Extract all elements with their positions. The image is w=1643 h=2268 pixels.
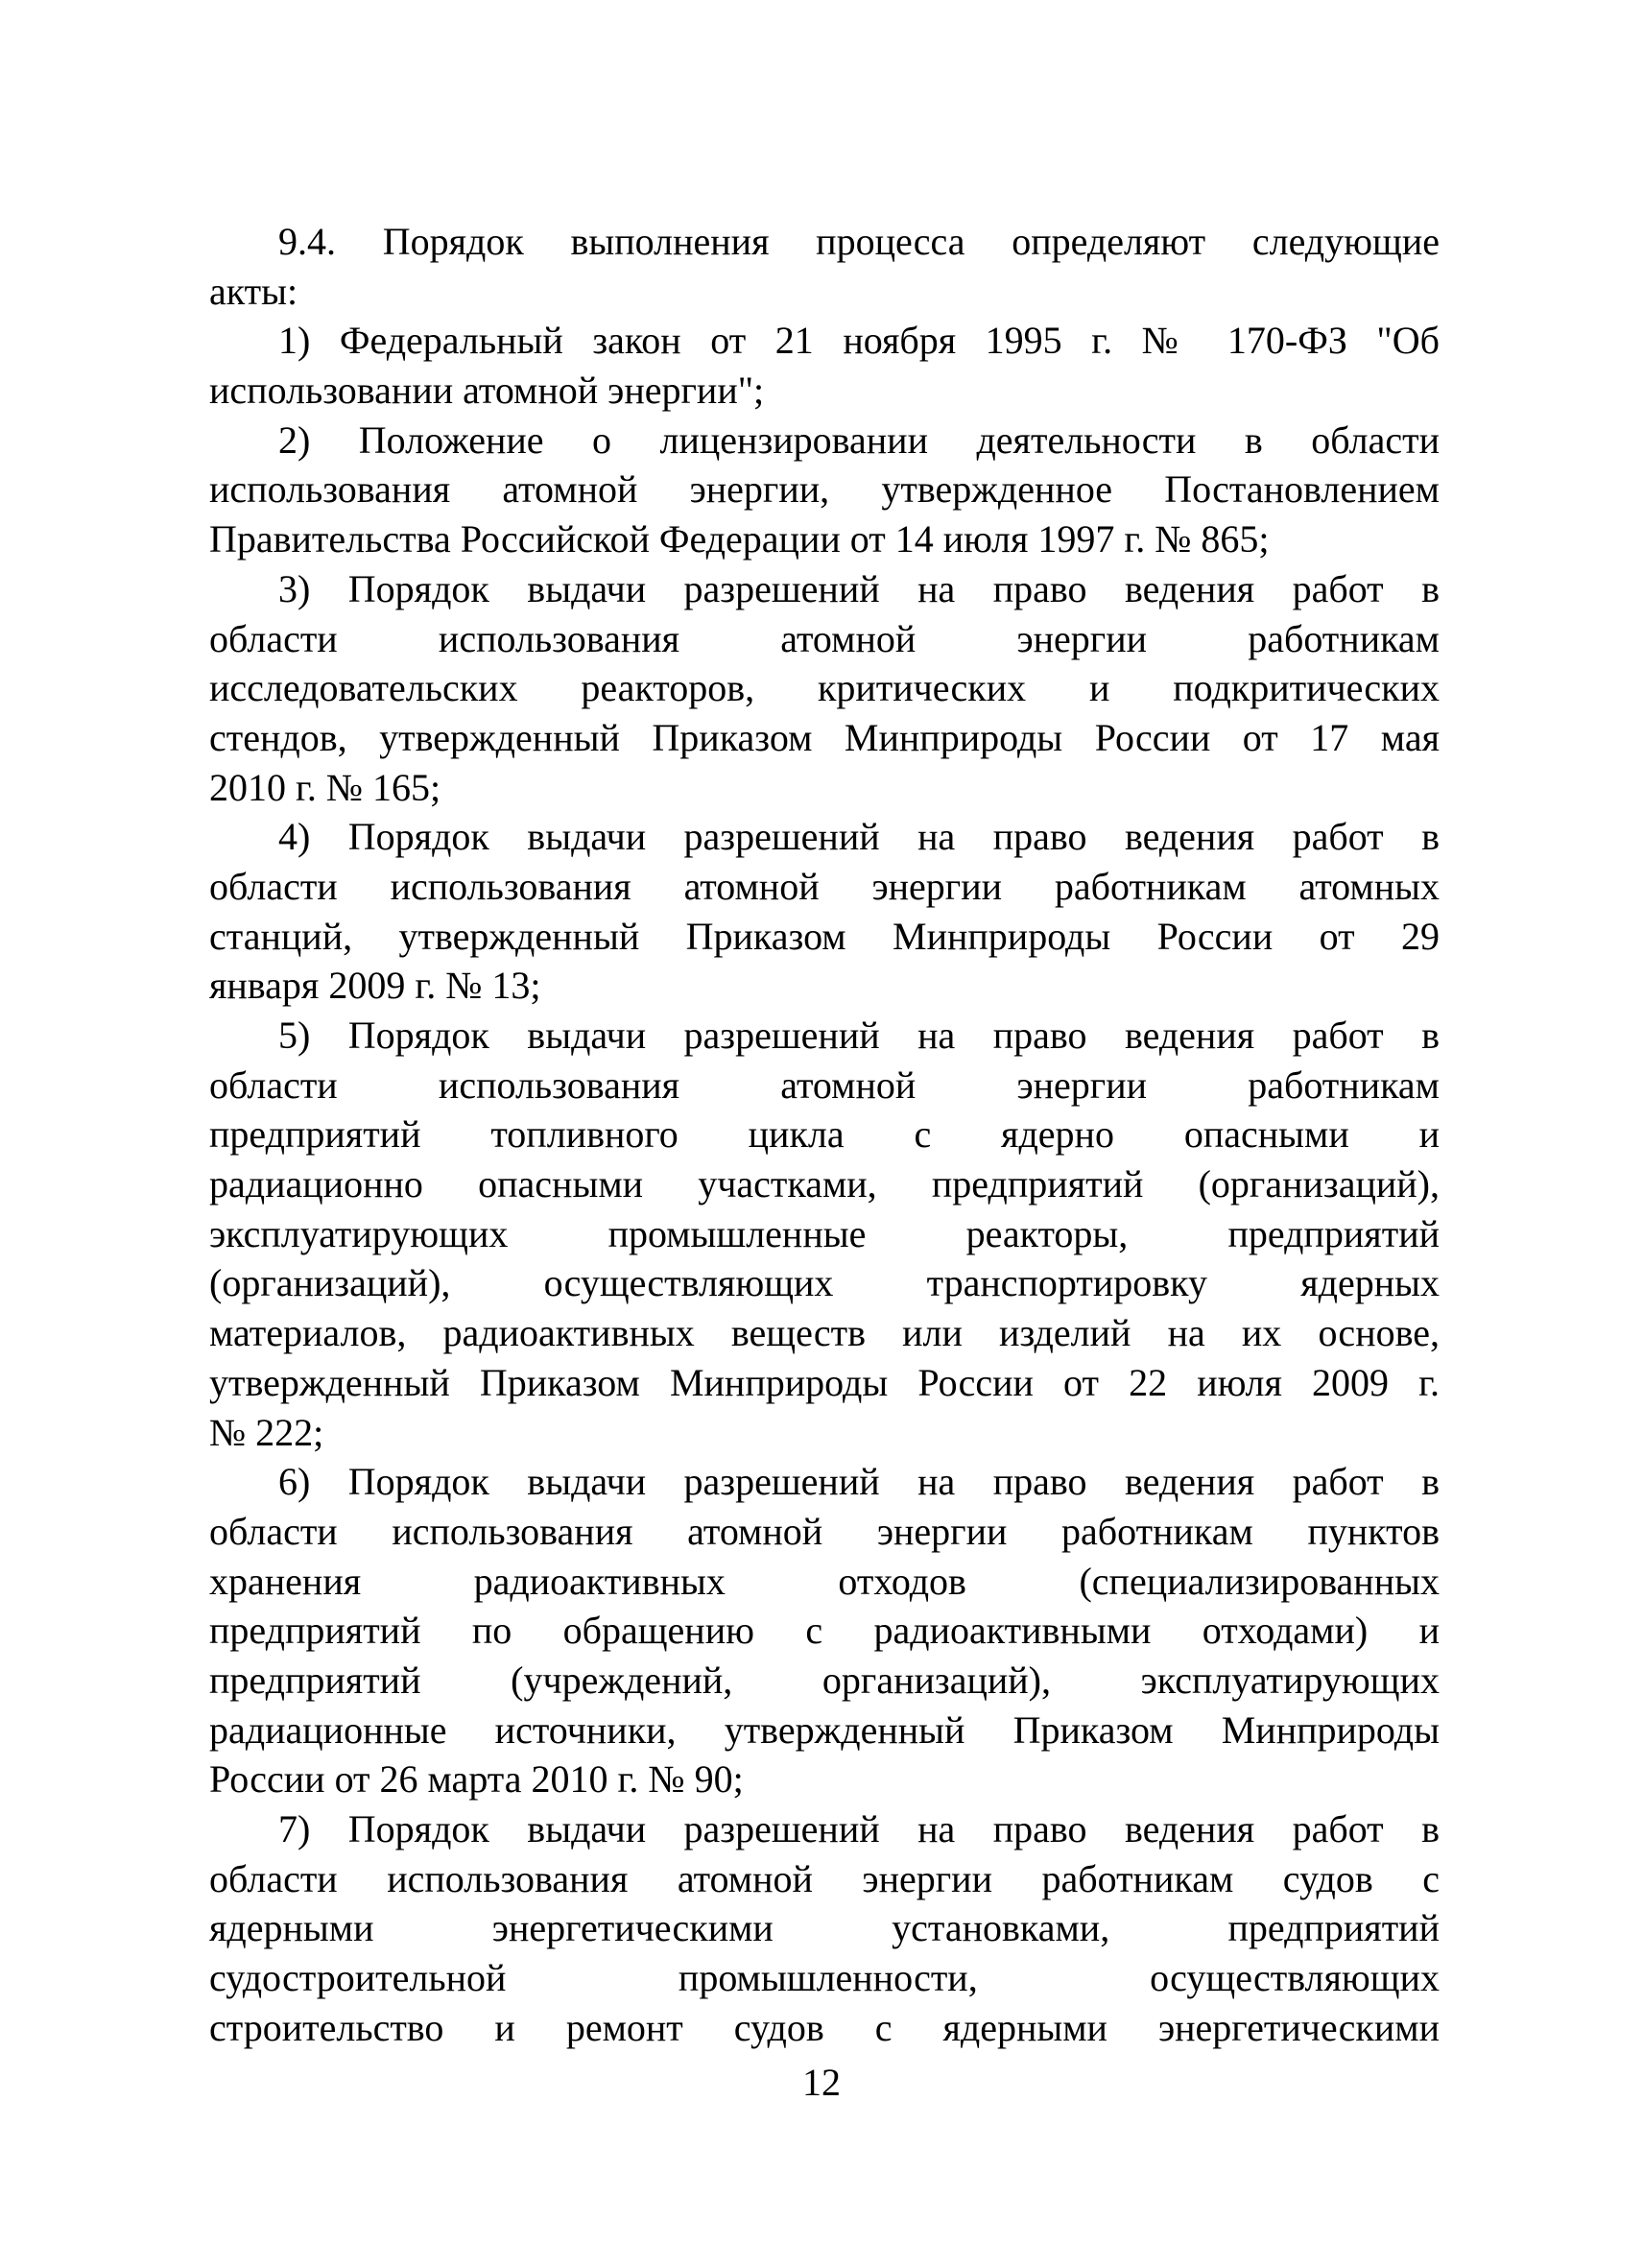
paragraph	[209, 316, 1440, 415]
text-line: 5) Порядок выдачи разрешений на право ведения работ в	[278, 1014, 1440, 1057]
text-line: Правительства Российской Федерации от 14 июля 1997 г. № 865;	[209, 517, 1270, 561]
text-line: 4) Порядок выдачи разрешений на право ведения работ в	[278, 815, 1440, 859]
text-line: 1) Федеральный закон от 21 ноября 1995 г. № 170-ФЗ "Об	[278, 319, 1440, 363]
text-line: предприятий топливного цикла с ядерно опасными и	[209, 1112, 1440, 1157]
paragraph	[209, 217, 1440, 316]
text-line: строительство и ремонт судов с ядерными энергетическими	[209, 2005, 1440, 2049]
paragraph	[209, 1804, 1440, 2052]
paragraph	[209, 1011, 1440, 1457]
text-line: 2010 г. № 165;	[209, 765, 441, 809]
text-line: 9.4. Порядок выполнения процесса определяют следующие	[278, 220, 1440, 263]
text-line: предприятий по обращению с радиоактивными отходами) и	[209, 1609, 1440, 1653]
text-line: станций, утвержденный Приказом Минприроды России от 29	[209, 914, 1440, 958]
text-line: области использования атомной энергии работникам пунктов	[209, 1509, 1440, 1553]
text-line: эксплуатирующих промышленные реакторы, предприятий	[209, 1211, 1440, 1255]
text-line: области использования атомной энергии работникам	[209, 616, 1440, 660]
text-line: исследовательских реакторов, критических и подкритических	[209, 666, 1440, 710]
text-line: радиационные источники, утвержденный Приказом Минприроды	[209, 1707, 1440, 1752]
page-number: 12	[802, 2061, 841, 2104]
paragraph	[209, 1457, 1440, 1804]
text-line: № 222;	[209, 1410, 324, 1454]
text-line: 7) Порядок выдачи разрешений на право ведения работ в	[278, 1807, 1440, 1850]
text-line: ядерными энергетическими установками, предприятий	[209, 1906, 1440, 1950]
text-line: использования атомной энергии, утвержденное Постановлением	[209, 467, 1440, 512]
text-line: области использования атомной энергии работникам	[209, 1062, 1440, 1107]
text-line: России от 26 марта 2010 г. № 90;	[209, 1757, 744, 1802]
text-line: использовании атомной энергии";	[209, 369, 765, 413]
text-line: (организаций), осуществляющих транспортировку ядерных	[209, 1261, 1440, 1305]
text-line: стендов, утвержденный Приказом Минприроды России от 17 мая	[209, 715, 1440, 759]
text-line: акты:	[209, 269, 298, 313]
text-line: области использования атомной энергии работникам судов с	[209, 1856, 1440, 1900]
document-body	[209, 217, 1440, 2052]
text-line: 2) Положение о лицензировании деятельности в области	[278, 418, 1440, 462]
text-line: материалов, радиоактивных веществ или изделий на их основе,	[209, 1311, 1440, 1355]
text-line: утвержденный Приказом Минприроды России от 22 июля 2009 г.	[209, 1360, 1440, 1404]
text-line: 6) Порядок выдачи разрешений на право ведения работ в	[278, 1460, 1440, 1504]
paragraph	[209, 812, 1440, 1011]
paragraph	[209, 564, 1440, 812]
text-line: предприятий (учреждений, организаций), эксплуатирующих	[209, 1658, 1440, 1702]
text-line: судостроительной промышленности, осуществляющих	[209, 1956, 1440, 2000]
text-line: января 2009 г. № 13;	[209, 964, 541, 1008]
paragraph	[209, 416, 1440, 564]
text-line: хранения радиоактивных отходов (специализированных	[209, 1559, 1440, 1603]
text-line: области использования атомной энергии работникам атомных	[209, 864, 1440, 908]
text-line: 3) Порядок выдачи разрешений на право ведения работ в	[278, 566, 1440, 610]
text-line: радиационно опасными участками, предприятий (организаций),	[209, 1162, 1440, 1206]
